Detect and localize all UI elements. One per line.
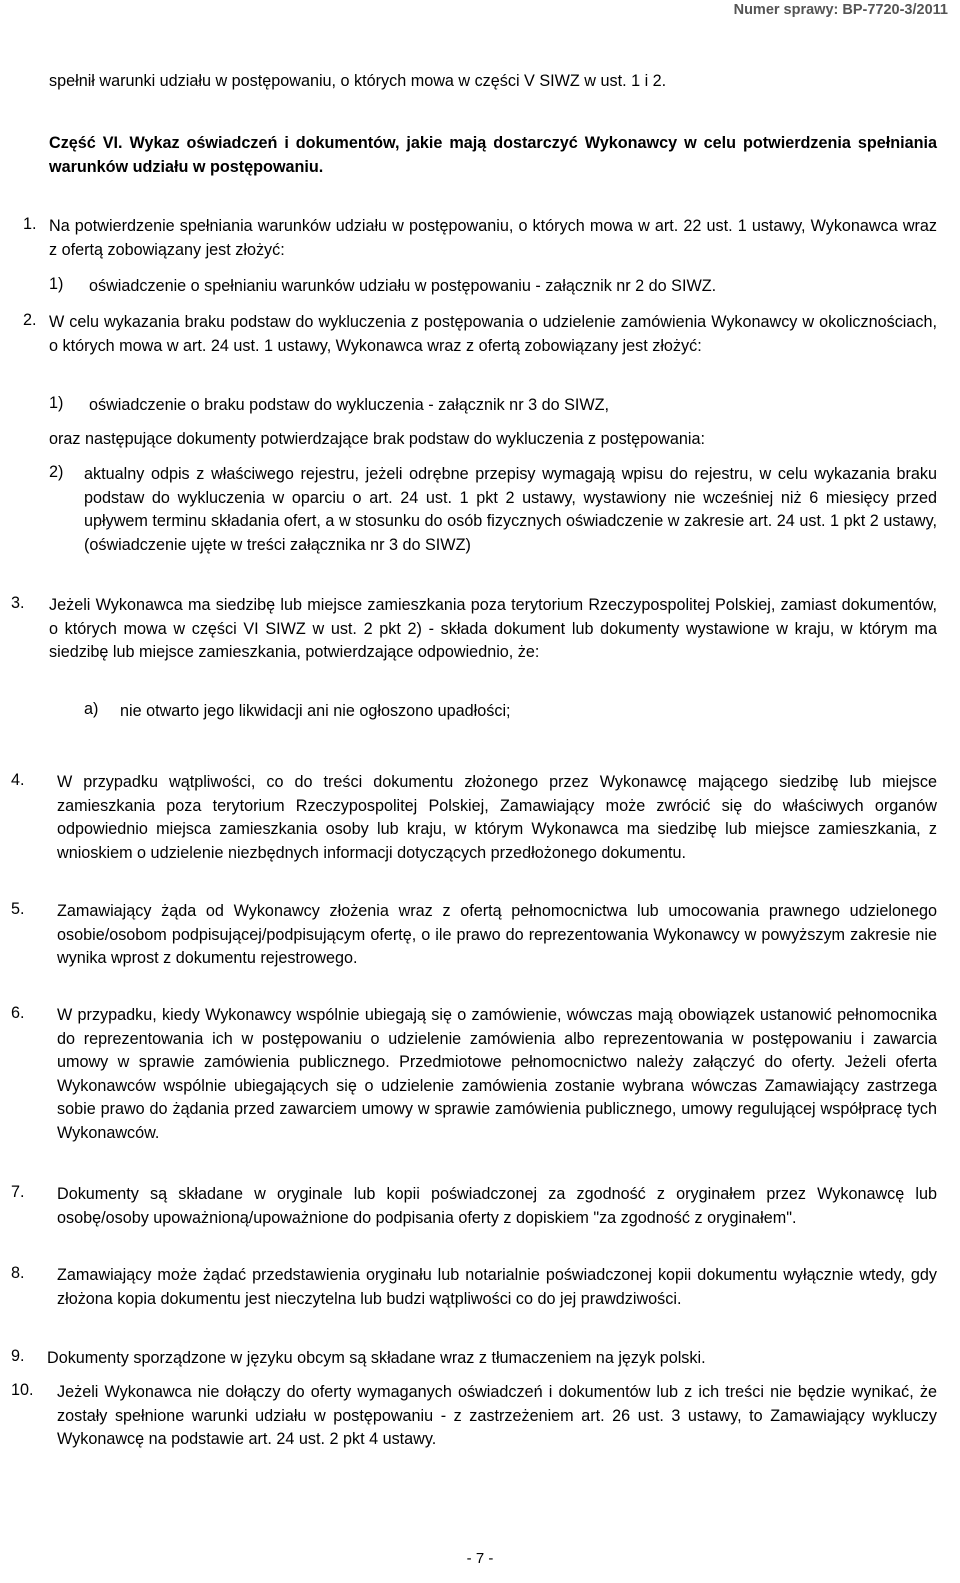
section-title: Część VI. Wykaz oświadczeń i dokumentów, jakie mają dostarczyć Wykonawcy w celu potwierdzenia spełniania warunków udziału w postępowaniu. [49,134,937,176]
item-1-text: Na potwierdzenie spełniania warunków udziału w postępowaniu, o których mowa w art. 22 ust. 1 ustawy, Wykonawca wraz z ofertą zobowiązany jest złożyć: [49,217,937,259]
intro-paragraph: spełnił warunki udziału w postępowaniu, o których mowa w części V SIWZ w ust. 1 i 2. [49,72,667,90]
item-2-sub-1-text: oświadczenie o braku podstaw do wykluczenia - załącznik nr 3 do SIWZ, [89,396,610,414]
item-8-number: 8. [11,1264,25,1282]
item-1-number: 1. [23,215,37,233]
item-9-text: Dokumenty sporządzone w języku obcym są składane wraz z tłumaczeniem na język polski. [47,1349,706,1367]
item-2-sub-2-number: 2) [49,463,64,481]
item-7-number: 7. [11,1183,25,1201]
item-10-number: 10. [11,1381,34,1399]
item-5-text: Zamawiający żąda od Wykonawcy złożenia wraz z ofertą pełnomocnictwa lub umocowania prawnego udzielonego osobie/osobom podpisującej/podpisującym ofertę, o ile prawo do reprezentowania Wykonawcy w powyższym zakresie nie wynika wprost z dokumentu rejestrowego. [57,902,937,967]
item-2-sub-1-number: 1) [49,394,64,412]
item-9-number: 9. [11,1347,25,1365]
item-4-text: W przypadku wątpliwości, co do treści dokumentu złożonego przez Wykonawcę mającego siedzibę lub miejsce zamieszkania poza terytorium Rzeczypospolitej Polskiej, Zamawiający może zwrócić się do właściwych organów odpowiednio miejsca zamieszkania osoby lub kraju, w którym Wykonawca ma siedzibę lub miejsce zamieszkania, z wnioskiem o udzielenie niezbędnych informacji dotyczących przedłożonego dokumentu. [57,773,937,862]
item-3-sub-a-marker: a) [84,700,99,718]
item-3-text: Jeżeli Wykonawca ma siedzibę lub miejsce zamieszkania poza terytorium Rzeczypospolitej Polskiej, zamiast dokumentów, o których mowa w części VI SIWZ w ust. 2 pkt 2) - składa dokument lub dokumenty wystawione w kraju, w którym ma siedzibę lub miejsce zamieszkania, potwierdzające odpowiednio, że: [49,596,937,661]
item-1-sub-1-text: oświadczenie o spełnianiu warunków udziału w postępowaniu - załącznik nr 2 do SIWZ. [89,277,717,295]
item-4-number: 4. [11,771,25,789]
item-3-sub-a-text: nie otwarto jego likwidacji ani nie ogłoszono upadłości; [120,702,511,720]
item-8-text: Zamawiający może żądać przedstawienia oryginału lub notarialnie poświadczonej kopii dokumentu wyłącznie wtedy, gdy złożona kopia dokumentu jest nieczytelna lub budzi wątpliwości co do jej prawdziwości. [57,1266,937,1308]
item-7-text: Dokumenty są składane w oryginale lub kopii poświadczonej za zgodność z oryginałem przez Wykonawcę lub osobę/osoby upoważnioną/upoważnione do podpisania oferty z dopiskiem "za zgodność z oryginałem". [57,1185,937,1227]
item-3-number: 3. [11,594,25,612]
case-number-header: Numer sprawy: BP-7720-3/2011 [733,2,948,18]
item-2-text: W celu wykazania braku podstaw do wykluczenia z postępowania o udzielenie zamówienia Wykonawcy w okolicznościach, o których mowa w art. 24 ust. 1 ustawy, Wykonawca wraz z ofertą zobowiązany jest złożyć: [49,313,937,355]
page-number: - 7 - [466,1550,494,1567]
item-2-documents-intro: oraz następujące dokumenty potwierdzające brak podstaw do wykluczenia z postępowania: [49,430,705,448]
item-1-sub-1-number: 1) [49,275,64,293]
item-6-text: W przypadku, kiedy Wykonawcy wspólnie ubiegają się o zamówienie, wówczas mają obowiązek ustanowić pełnomocnika do reprezentowania ich w postępowaniu o udzielenie zamówienia albo reprezentowania w postępowaniu i zawarcia umowy w sprawie zamówienia publicznego. Przedmiotowe pełnomocnictwo należy załączyć do oferty. Jeżeli oferta Wykonawców wspólnie ubiegających się o udzielenie zamówienia zostanie wybrana wówczas Zamawiający zastrzega sobie prawo do żądania przed zawarciem umowy w sprawie zamówienia publicznego, umowy regulującej współpracę tych Wykonawców. [57,1006,937,1142]
item-6-number: 6. [11,1004,25,1022]
item-5-number: 5. [11,900,25,918]
item-2-sub-2-text: aktualny odpis z właściwego rejestru, jeżeli odrębne przepisy wymagają wpisu do rejestru, w celu wykazania braku podstaw do wykluczenia w oparciu o art. 24 ust. 1 pkt 2 ustawy, wystawiony nie wcześniej niż 6 miesięcy przed upływem terminu składania ofert, a w stosunku do osób fizycznych oświadczenie w zakresie art. 24 ust. 1 pkt 2 ustawy, (oświadczenie ujęte w treści załącznika nr 3 do SIWZ) [84,465,937,554]
item-10-text: Jeżeli Wykonawca nie dołączy do oferty wymaganych oświadczeń i dokumentów lub z ich treści nie będzie wynikać, że zostały spełnione warunki udziału w postępowaniu - z zastrzeżeniem art. 26 ust. 3 ustawy, to Zamawiający wykluczy Wykonawcę na podstawie art. 24 ust. 2 pkt 4 ustawy. [57,1383,937,1448]
item-2-number: 2. [23,311,37,329]
